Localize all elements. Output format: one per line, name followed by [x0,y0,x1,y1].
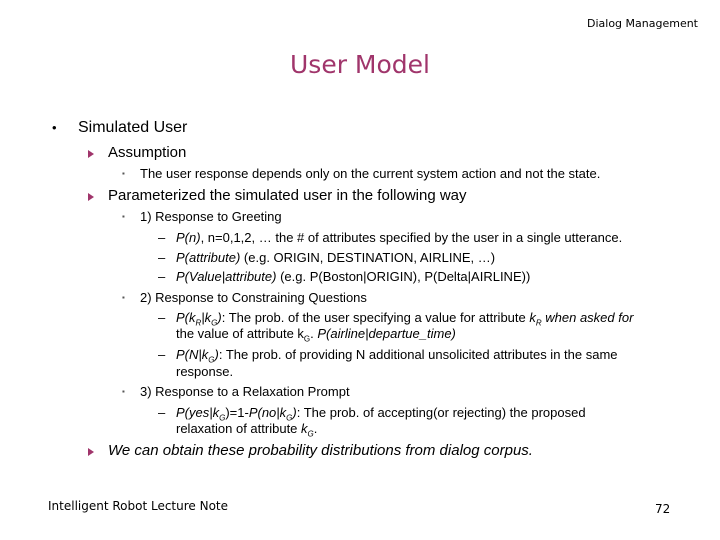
bullet-parameterized: Parameterized the simulated user in the following way [108,187,467,204]
constraining-pn: $P(N|k_G)$: The prob. of providing N additional unsolicited attributes in the same [176,347,618,365]
square-bullet-icon: ▪ [122,169,125,178]
page-number: 72 [655,502,671,516]
dash-bullet: – [158,347,166,362]
constraining-pn-line2: response. [176,364,234,379]
footer-lecture-note: Intelligent Robot Lecture Note [48,499,229,513]
item-constraining: 2) Response to Constraining Questions [140,290,367,305]
dash-bullet: – [158,405,166,420]
relaxation-pyes-line2: relaxation of attribute $k_G$. [176,421,318,439]
conclusion-text: We can obtain these probability distributions from dialog corpus. [108,442,533,459]
dash-bullet: – [158,310,166,325]
dash-bullet: – [158,230,166,245]
bullet-dot: • [52,120,57,135]
greeting-pvalue: P(Value|attribute) (e.g. P(Boston|ORIGIN), P(Delta|AIRLINE)) [176,269,531,284]
item-relaxation: 3) Response to a Relaxation Prompt [140,384,350,399]
dash-bullet: – [158,269,166,284]
greeting-pn: P(n), n=0,1,2, … the # of attributes specified by the user in a single utterance. [176,230,623,245]
slide-header: Dialog Management [587,17,698,30]
greeting-pattribute: P(attribute) (e.g. ORIGIN, DESTINATION, AIRLINE, …) [176,250,496,265]
slide-title: User Model [290,50,430,79]
constraining-pkr-line2: the value of attribute $k_G$. P(airline|departue_time) [176,326,456,344]
relaxation-pyes: $P(yes|k_G)=1-P(no|k_G)$: The prob. of accepting(or rejecting) the proposed [176,405,586,423]
triangle-bullet-icon [88,448,94,456]
square-bullet-icon: ▪ [122,293,125,302]
item-greeting: 1) Response to Greeting [140,209,282,224]
triangle-bullet-icon [88,193,94,201]
dash-bullet: – [158,250,166,265]
square-bullet-icon: ▪ [122,387,125,396]
triangle-bullet-icon [88,150,94,158]
constraining-pkr: $P(k_R|k_G)$: The prob. of the user specifying a value for attribute $k_R$ when asked for [176,310,634,328]
bullet-assumption: Assumption [108,144,187,161]
bullet-simulated-user: Simulated User [78,119,188,136]
assumption-detail: The user response depends only on the current system action and not the state. [140,166,601,181]
square-bullet-icon: ▪ [122,212,125,221]
